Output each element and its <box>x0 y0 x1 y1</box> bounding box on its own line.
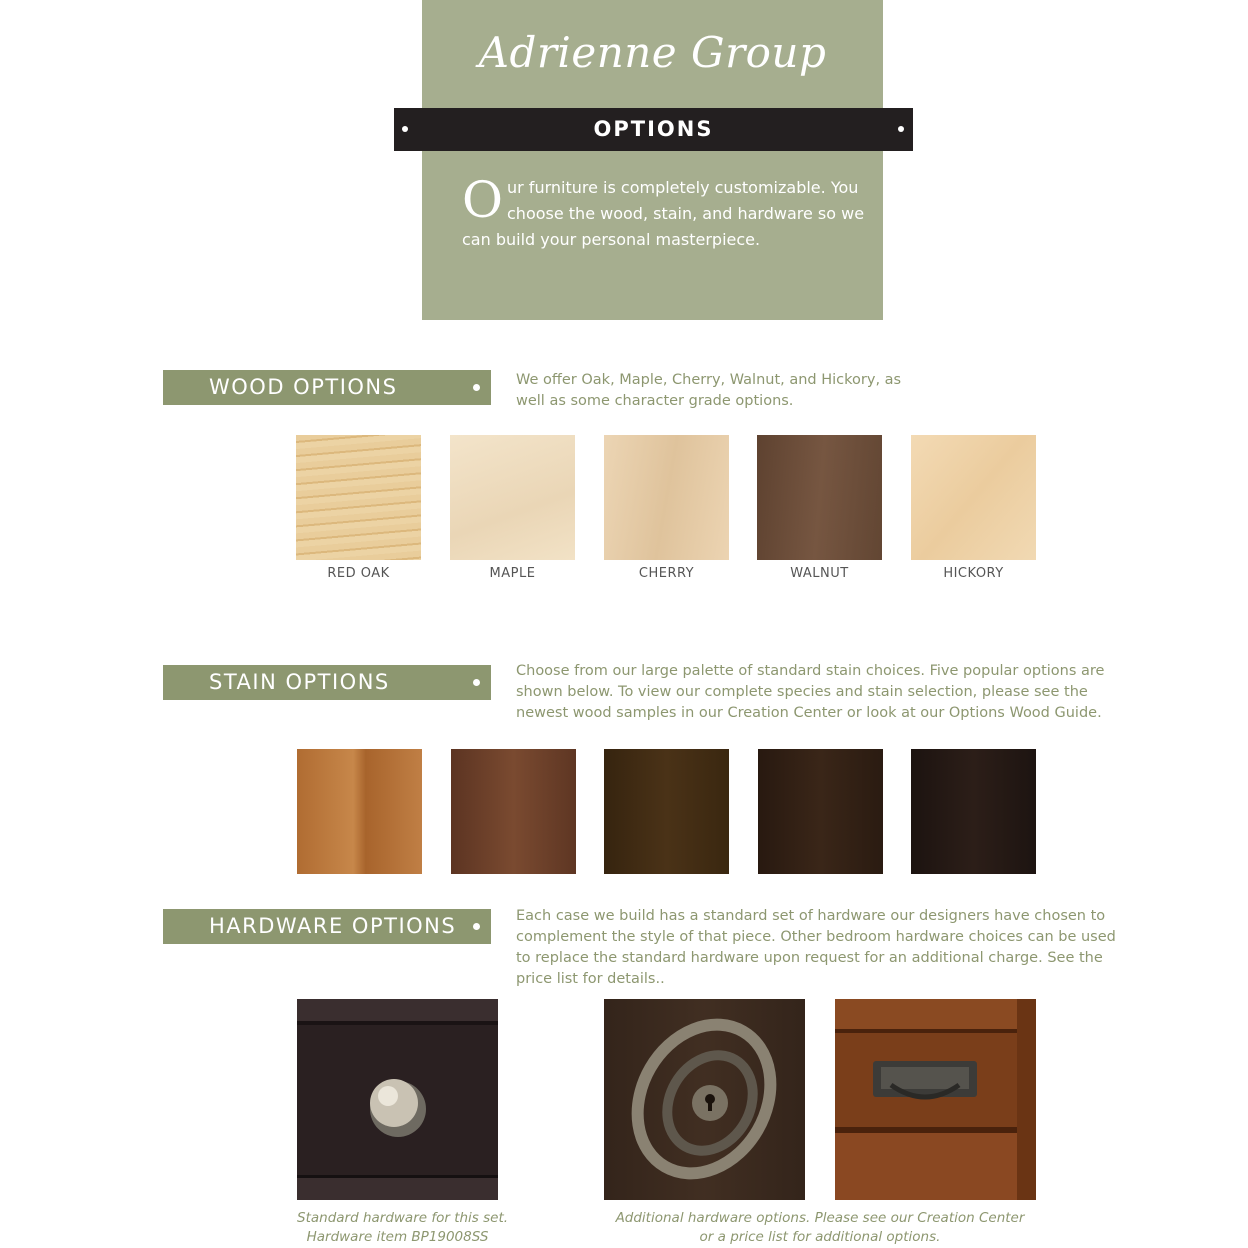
wood-desc-line: We offer Oak, Maple, Cherry, Walnut, and Hickory, as <box>516 372 902 388</box>
intro-line-2: choose the wood, stain, and hardware so we <box>507 204 865 223</box>
hardware-desc-line: price list for details.. <box>516 971 665 987</box>
stain-swatch-2 <box>451 749 576 874</box>
stain-swatch-4 <box>758 749 883 874</box>
swatch-red-oak <box>296 435 421 560</box>
stain-desc-line: Choose from our large palette of standard stain choices. Five popular options are <box>516 663 1105 679</box>
stain-swatch-3 <box>604 749 729 874</box>
stain-options-title: STAIN OPTIONS <box>209 670 390 694</box>
stain-description <box>516 661 1105 724</box>
stain-desc-line: shown below. To view our complete species and stain selection, please see the <box>516 684 1088 700</box>
bin-pull-photo <box>835 999 1036 1200</box>
hardware-band-bullet <box>473 923 480 930</box>
hardware-description <box>516 906 1116 990</box>
intro-line-3: can build your personal masterpiece. <box>462 230 761 249</box>
hardware-desc-line: Each case we build has a standard set of hardware our designers have chosen to <box>516 908 1106 924</box>
wood-desc-line: well as some character grade options. <box>516 393 794 409</box>
swatch-label-walnut: WALNUT <box>790 566 849 581</box>
wood-description <box>516 370 1096 412</box>
swatch-cherry <box>604 435 729 560</box>
swatch-walnut <box>757 435 882 560</box>
swatch-label-hickory: HICKORY <box>943 566 1004 581</box>
caption-line: Standard hardware for this set. <box>297 1210 509 1226</box>
brand-title: Adrienne Group <box>478 28 827 77</box>
wood-band-bullet <box>473 384 480 391</box>
intro-line-1: ur furniture is completely customizable. You <box>507 178 859 197</box>
caption-line: Additional hardware options. Please see our Creation Center <box>615 1210 1025 1226</box>
stain-swatch-5 <box>911 749 1036 874</box>
swatch-label-red-oak: RED OAK <box>327 566 390 581</box>
hardware-desc-line: complement the style of that piece. Other bedroom hardware choices can be used <box>516 929 1116 945</box>
swatch-label-maple: MAPLE <box>489 566 536 581</box>
swatch-maple <box>450 435 575 560</box>
standard-hardware-caption <box>297 1209 509 1247</box>
intro-dropcap: O <box>462 171 503 229</box>
hardware-options-title: HARDWARE OPTIONS <box>209 914 457 938</box>
standard-knob-photo <box>297 999 498 1200</box>
wood-options-title: WOOD OPTIONS <box>209 375 398 399</box>
hardware-desc-line: to replace the standard hardware upon request for an additional charge. See the <box>516 950 1103 966</box>
options-title: OPTIONS <box>593 117 714 141</box>
ring-pull-photo <box>604 999 805 1200</box>
swatch-label-cherry: CHERRY <box>638 566 695 581</box>
stain-band-bullet <box>473 679 480 686</box>
stain-desc-line: newest wood samples in our Creation Center or look at our Options Wood Guide. <box>516 705 1102 721</box>
swatch-hickory <box>911 435 1036 560</box>
additional-hardware-caption <box>604 1209 1036 1247</box>
caption-line: Hardware item BP19008SS <box>306 1229 489 1245</box>
caption-line: or a price list for additional options. <box>699 1229 941 1245</box>
stain-swatch-1 <box>297 749 422 874</box>
